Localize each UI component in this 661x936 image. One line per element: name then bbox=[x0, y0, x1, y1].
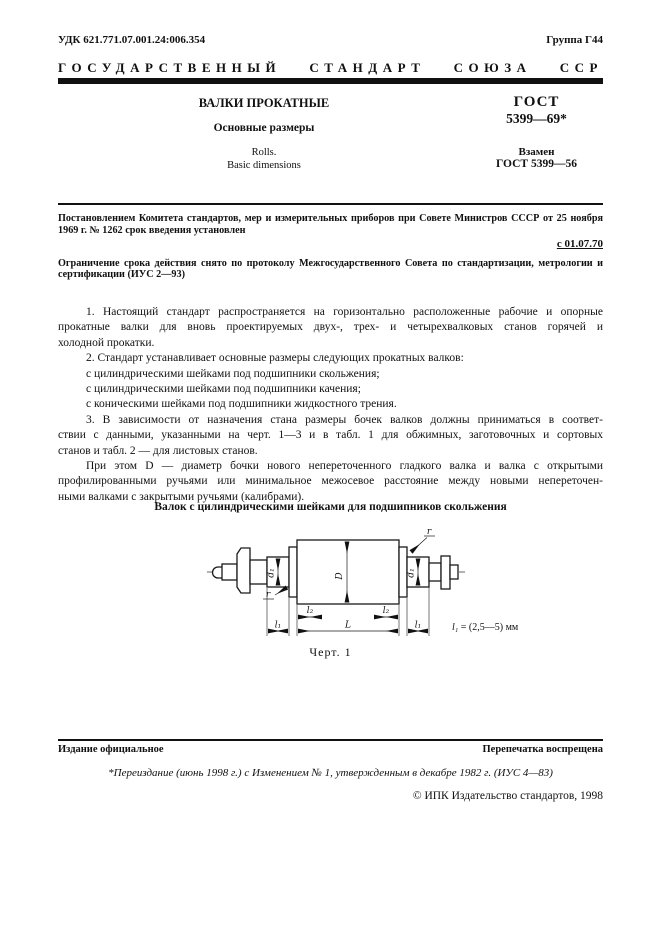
limitation-line: Ограничение срока действия снято по протоколу Межгосударственного Совета по стандартизации, метрологии и bbox=[58, 257, 603, 269]
figure-note-value: = (2,5—5) мм bbox=[458, 622, 519, 633]
roll-left-pin bbox=[222, 564, 237, 580]
document-title-en: Rolls. bbox=[251, 147, 277, 158]
gost-number: 5399—69* bbox=[506, 111, 567, 126]
document-subtitle-ru: Основные размеры bbox=[213, 122, 315, 134]
limitation-line: сертификации (ИУС 2—93) bbox=[58, 269, 186, 280]
footer-rule bbox=[58, 739, 603, 741]
dim-L-label: L bbox=[345, 620, 351, 631]
radius-bottom-label: r bbox=[265, 590, 271, 600]
body-line: профилированными ручьями или минимальное межосевое расстояние между новыми непереточен- bbox=[58, 475, 603, 488]
official-edition-label: Издание официальное bbox=[58, 744, 164, 755]
effective-date: с 01.07.70 bbox=[556, 238, 603, 250]
body-line: холодной прокатки. bbox=[58, 336, 155, 349]
roll-left-shaft bbox=[250, 560, 267, 584]
replaces-number: ГОСТ 5399—56 bbox=[496, 158, 577, 170]
decree-line: 1969 г. № 1262 срок введения установлен bbox=[58, 224, 246, 236]
header-thick-rule bbox=[58, 78, 603, 84]
roll-left-collar bbox=[289, 547, 297, 597]
dim-d1-right-label: d₁ bbox=[406, 568, 417, 578]
figure-note-variable: l₁ bbox=[452, 622, 459, 633]
body-line: с цилиндрическими шейками под подшипники скольжения; bbox=[86, 367, 380, 380]
radius-top-label: r bbox=[426, 527, 432, 537]
copyright-line: © ИПК Издательство стандартов, 1998 bbox=[412, 790, 603, 802]
title-divider-rule bbox=[58, 203, 603, 205]
udk-code: УДК 621.771.07.001.24:006.354 bbox=[58, 34, 206, 46]
roll-right-end bbox=[450, 565, 458, 579]
dim-l2-right-label: l₂ bbox=[382, 606, 390, 616]
body-line: 1. Настоящий стандарт распространяется на горизонтально расположенные рабочие и опорные bbox=[86, 306, 603, 318]
body-line: 3. В зависимости от назначения стана размеры бочек валков должны приниматься в соответ- bbox=[86, 413, 603, 426]
figure-caption: Валок с цилиндрическими шейками для подшипников скольжения bbox=[154, 501, 507, 513]
figure-number: Черт. 1 bbox=[309, 645, 352, 659]
body-line: 2. Стандарт устанавливает основные размеры следующих прокатных валков: bbox=[86, 352, 464, 365]
gost-label: ГОСТ bbox=[513, 94, 560, 110]
roll-right-flange bbox=[441, 556, 450, 589]
figure-note bbox=[452, 622, 518, 633]
document-title-ru: ВАЛКИ ПРОКАТНЫЕ bbox=[198, 96, 330, 110]
body-line: станов и табл. 2 — для листовых станов. bbox=[58, 444, 258, 457]
roll-technical-drawing bbox=[198, 524, 468, 646]
radius-top-leader bbox=[411, 538, 427, 553]
footer-row bbox=[58, 744, 603, 755]
dim-l2-left-label: l₂ bbox=[306, 606, 314, 616]
decree-line: Постановлением Комитета стандартов, мер и измерительных приборов при Совете Министров СССР от 25 ноября bbox=[58, 213, 603, 224]
reprint-prohibited-label: Перепечатка воспрещена bbox=[482, 744, 603, 755]
dim-d1-left-label: d₁ bbox=[266, 568, 277, 578]
replaces-label: Взамен bbox=[518, 146, 555, 158]
body-line: При этом D — диаметр бочки нового непереточенного гладкого валка и валка с открытыми bbox=[86, 460, 603, 473]
roll-right-shaft bbox=[429, 563, 441, 581]
body-line: ными валками с закрытыми ручьями (калибрами). bbox=[58, 490, 305, 503]
decree-block bbox=[58, 213, 603, 281]
body-line: с коническими шейками под подшипники жидкостного трения. bbox=[86, 398, 397, 411]
standard-body-text bbox=[58, 305, 603, 505]
group-code: Группа Г44 bbox=[546, 34, 603, 46]
reissue-note: *Переиздание (июнь 1998 г.) с Изменением № 1, утвержденным в декабре 1982 г. (ИУС 4—83) bbox=[108, 767, 553, 779]
body-line: прокатные валки для вновь проектируемых двух-, трех- и четырехвалковых станов горячей и bbox=[58, 321, 603, 334]
dim-l1-right-label: l₁ bbox=[414, 620, 422, 631]
document-subtitle-en: Basic dimensions bbox=[227, 160, 301, 171]
radius-bottom-leader bbox=[275, 588, 287, 596]
dim-l1-left-label: l₁ bbox=[274, 620, 282, 631]
body-line: с цилиндрическими шейками под подшипники качения; bbox=[86, 383, 361, 396]
body-line: ствии с данными, указанными на черт. 1—3 и в табл. 1 для обжимных, заготовочных и сортовых bbox=[58, 429, 603, 442]
state-standard-header: ГОСУДАРСТВЕННЫЙ СТАНДАРТ СОЮЗА ССР bbox=[58, 60, 603, 75]
roll-barrel bbox=[297, 540, 399, 604]
dim-D-label: D bbox=[335, 572, 345, 580]
masthead-row bbox=[58, 34, 603, 46]
roll-drive-flange bbox=[237, 548, 250, 593]
